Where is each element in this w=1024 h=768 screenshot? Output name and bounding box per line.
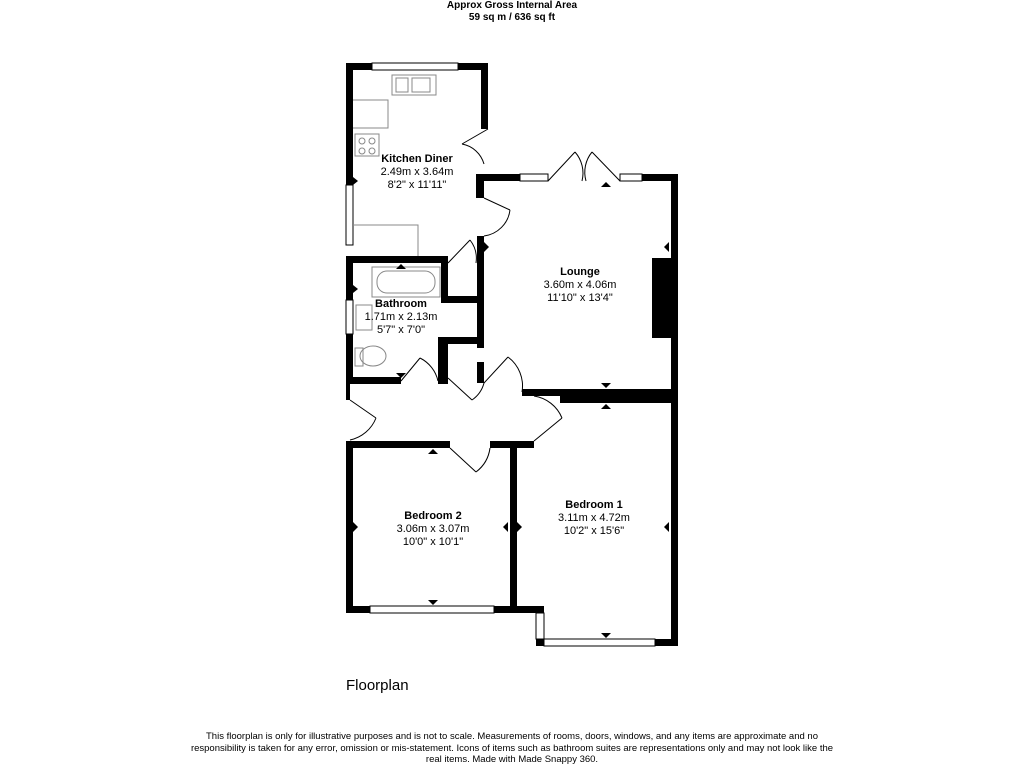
marker [428, 449, 438, 454]
marker [601, 383, 611, 388]
room-metric: 3.11m x 4.72m [558, 512, 630, 524]
room-label-bedroom2 [385, 510, 481, 549]
room-label-bathroom [358, 298, 444, 337]
room-name: Bedroom 2 [404, 510, 462, 522]
lounge-window-right [620, 174, 642, 181]
lounge-left-wall-lower [477, 362, 484, 383]
room-metric: 2.49m x 3.64m [380, 166, 454, 178]
room-name: Bedroom 1 [565, 499, 623, 511]
hob-ring-1 [359, 138, 365, 144]
lounge-door [484, 357, 523, 392]
disclaimer-text: This floorplan is only for illustrative purposes and is not to scale. Measurements of rooms, doors, windows, and any items are approximate and no responsibility is taken for any error, omission or mis-statement. Icons of items such as bathroom suites are representations only and may not look like the real items. Made with Made Snappy 360. [190, 731, 834, 765]
lounge-top-wall-left [476, 174, 520, 181]
bedroom2-window [370, 606, 494, 613]
lounge-french-door-right [585, 152, 620, 181]
marker [428, 600, 438, 605]
lounge-french-door-left [548, 152, 583, 181]
lounge-left-wall [477, 236, 484, 348]
room-name: Bathroom [375, 298, 427, 310]
marker [353, 522, 358, 532]
toilet-icon [360, 346, 386, 366]
marker [664, 242, 669, 252]
bathroom-bottom-wall-right [438, 337, 448, 384]
marker [517, 522, 522, 532]
room-metric: 1.71m x 2.13m [364, 311, 438, 323]
kitchen-right-wall-upper [481, 63, 488, 129]
room-label-kitchen [374, 153, 460, 192]
marker [601, 404, 611, 409]
area-title: Approx Gross Internal Area [446, 0, 578, 11]
marker [353, 285, 358, 293]
room-label-lounge [530, 266, 630, 305]
bedroom2-left-wall [346, 441, 353, 613]
kitchen-worktop-lower [353, 225, 418, 256]
hob-ring-2 [369, 138, 375, 144]
room-name: Kitchen Diner [381, 153, 453, 165]
room-imperial: 10'0" x 10'1" [402, 536, 464, 548]
room-name: Lounge [560, 266, 600, 278]
marker [503, 522, 508, 532]
chimney-breast [652, 258, 671, 338]
bathroom-bottom-wall [346, 377, 401, 384]
kitchen-worktop [353, 100, 388, 128]
marker [601, 182, 611, 187]
marker [353, 177, 358, 185]
marker [484, 242, 489, 252]
bedroom1-right-wall [671, 396, 678, 646]
bedroom1-bay-window [544, 639, 655, 646]
lounge-window-left [520, 174, 548, 181]
kitchen-internal-door [484, 198, 510, 236]
kitchen-left-wall [346, 63, 353, 185]
bedroom2-door [450, 448, 490, 472]
marker [601, 633, 611, 638]
room-imperial: 5'7" x 7'0" [376, 324, 426, 336]
bedrooms-top-wall-left [346, 441, 450, 448]
bedroom1-door [534, 396, 562, 441]
hall-wall-upper [441, 256, 448, 300]
room-label-bedroom1 [545, 499, 643, 538]
hall-wall-step [441, 296, 483, 303]
hall-cupboard-door [448, 240, 476, 263]
kitchen-bath-divider [346, 256, 448, 263]
floorplan-caption: Floorplan [346, 677, 409, 694]
area-value: 59 sq m / 636 sq ft [468, 12, 556, 23]
room-imperial: 10'2" x 15'6" [563, 525, 625, 537]
bathroom-cupboard-top [438, 337, 483, 344]
hob-ring-3 [359, 148, 365, 154]
bathroom-left-window [346, 300, 353, 334]
room-imperial: 11'10" x 13'4" [547, 292, 613, 304]
marker [664, 522, 669, 532]
hall-external-door [350, 400, 376, 440]
bedroom1-bottom-wall [655, 639, 678, 646]
hall-left-wall [346, 384, 350, 400]
room-metric: 3.60m x 4.06m [543, 279, 617, 291]
bedroom2-bottom-wall-left [346, 606, 370, 613]
sink-bowl-left [396, 78, 408, 92]
bedroom-divider [510, 448, 517, 613]
lounge-bottom-wall [522, 389, 678, 396]
lounge-right-wall [671, 174, 678, 396]
kitchen-external-door [462, 129, 488, 164]
bath-inner [377, 271, 435, 293]
room-imperial: 8'2" x 11'11" [387, 179, 447, 191]
kitchen-left-window [346, 185, 353, 245]
walls [346, 63, 678, 646]
bedrooms-top-wall-right [490, 441, 534, 448]
room-metric: 3.06m x 3.07m [396, 523, 470, 535]
bathroom-door [401, 358, 438, 381]
bedroom1-top-wall [560, 396, 678, 403]
kitchen-top-window [372, 63, 458, 70]
sink-bowl-right [412, 78, 430, 92]
bay-side-window [536, 613, 544, 639]
windows [346, 63, 655, 646]
